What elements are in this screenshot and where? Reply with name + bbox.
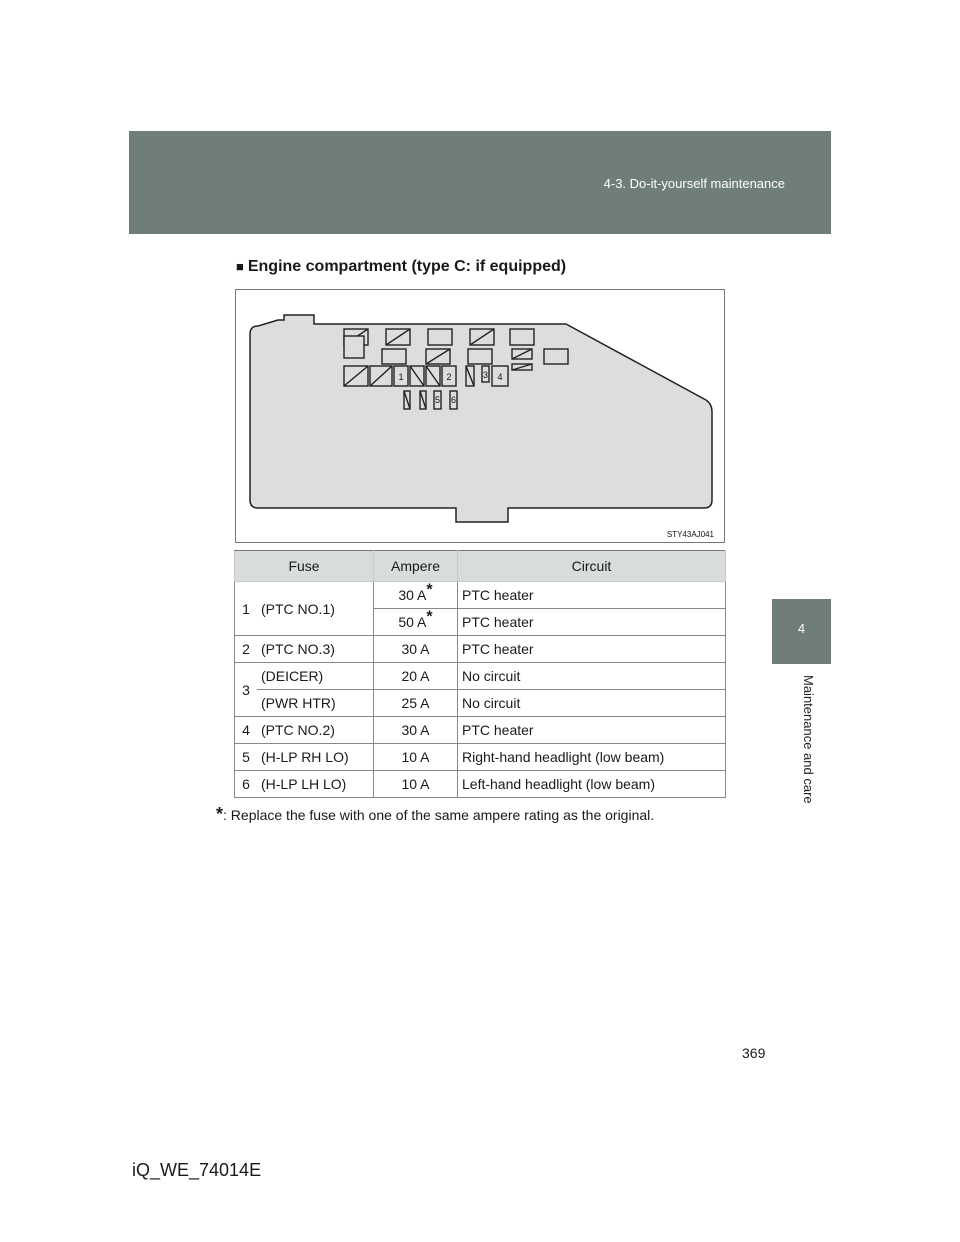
fuse-circuit: PTC heater bbox=[458, 636, 726, 663]
table-row bbox=[235, 690, 726, 717]
table-row bbox=[235, 582, 726, 609]
fuse-ampere: 10 A bbox=[374, 744, 458, 771]
page-number: 369 bbox=[742, 1045, 766, 1061]
table-row bbox=[235, 636, 726, 663]
fuse-box-diagram bbox=[235, 289, 725, 543]
fuse-ampere: 30 A* bbox=[374, 582, 458, 609]
asterisk-note: * bbox=[426, 581, 433, 599]
chapter-tab bbox=[772, 599, 831, 664]
table-row bbox=[235, 744, 726, 771]
fuse-number: 1 bbox=[235, 582, 258, 636]
fuse-name: (PTC NO.2) bbox=[257, 717, 374, 744]
housing-outline bbox=[250, 315, 712, 522]
column-header-fuse: Fuse bbox=[235, 551, 374, 582]
fuse-ampere: 10 A bbox=[374, 771, 458, 798]
fuse-number: 6 bbox=[235, 771, 258, 798]
relay bbox=[510, 329, 534, 345]
fuse-name: (PTC NO.3) bbox=[257, 636, 374, 663]
fuse-circuit: Right-hand headlight (low beam) bbox=[458, 744, 726, 771]
asterisk-icon: * bbox=[216, 804, 224, 824]
fuse-circuit: Left-hand headlight (low beam) bbox=[458, 771, 726, 798]
fuse-number: 2 bbox=[235, 636, 258, 663]
fuse-number: 3 bbox=[235, 663, 258, 717]
chapter-number: 4 bbox=[797, 621, 806, 636]
fuse-box-illustration bbox=[236, 290, 724, 542]
footnote-text: : Replace the fuse with one of the same ampere rating as the original. bbox=[223, 807, 655, 823]
diagram-code: STY43AJ041 bbox=[666, 530, 714, 539]
fuse-name: (PTC NO.1) bbox=[257, 582, 374, 636]
fuse-label-2: 2 bbox=[446, 372, 452, 382]
column-header-ampere: Ampere bbox=[374, 551, 458, 582]
square-bullet-icon: ■ bbox=[236, 259, 244, 274]
fuse-number: 5 bbox=[235, 744, 258, 771]
fuse-circuit: No circuit bbox=[458, 663, 726, 690]
header-band bbox=[129, 131, 831, 234]
section-heading bbox=[236, 258, 566, 276]
chapter-label: Maintenance and care bbox=[801, 675, 816, 804]
relay bbox=[382, 349, 406, 364]
heading-text: Engine compartment (type C: if equipped) bbox=[247, 258, 567, 275]
table-row bbox=[235, 717, 726, 744]
fuse-name: (H-LP LH LO) bbox=[257, 771, 374, 798]
relay-left bbox=[344, 336, 364, 358]
fuse-label-5: 5 bbox=[434, 395, 441, 405]
table-row bbox=[235, 771, 726, 798]
relay bbox=[544, 349, 568, 364]
fuse-ampere: 30 A bbox=[374, 636, 458, 663]
fuse-circuit: PTC heater bbox=[458, 582, 726, 609]
footnote bbox=[216, 804, 654, 825]
fuse-label-1: 1 bbox=[398, 372, 404, 382]
fuse-ampere: 50 A* bbox=[374, 609, 458, 636]
fuse-label-4: 4 bbox=[497, 372, 503, 382]
fuse-table bbox=[234, 550, 726, 798]
fuse-circuit: No circuit bbox=[458, 690, 726, 717]
section-title: 4-3. Do-it-yourself maintenance bbox=[603, 176, 785, 191]
fuse-label-3: 3 bbox=[482, 370, 489, 380]
fuse-ampere: 20 A bbox=[374, 663, 458, 690]
fuse-circuit: PTC heater bbox=[458, 609, 726, 636]
relay bbox=[468, 349, 492, 364]
relay bbox=[428, 329, 452, 345]
column-header-circuit: Circuit bbox=[458, 551, 726, 582]
document-code: iQ_WE_74014E bbox=[132, 1160, 262, 1180]
table-row bbox=[235, 663, 726, 690]
fuse-circuit: PTC heater bbox=[458, 717, 726, 744]
fuse-name: (H-LP RH LO) bbox=[257, 744, 374, 771]
fuse-name: (PWR HTR) bbox=[257, 690, 374, 717]
fuse-name: (DEICER) bbox=[257, 663, 374, 690]
fuse-ampere: 30 A bbox=[374, 717, 458, 744]
fuse-ampere: 25 A bbox=[374, 690, 458, 717]
asterisk-note: * bbox=[426, 608, 433, 626]
fuse-number: 4 bbox=[235, 717, 258, 744]
fuse-label-6: 6 bbox=[450, 395, 457, 405]
